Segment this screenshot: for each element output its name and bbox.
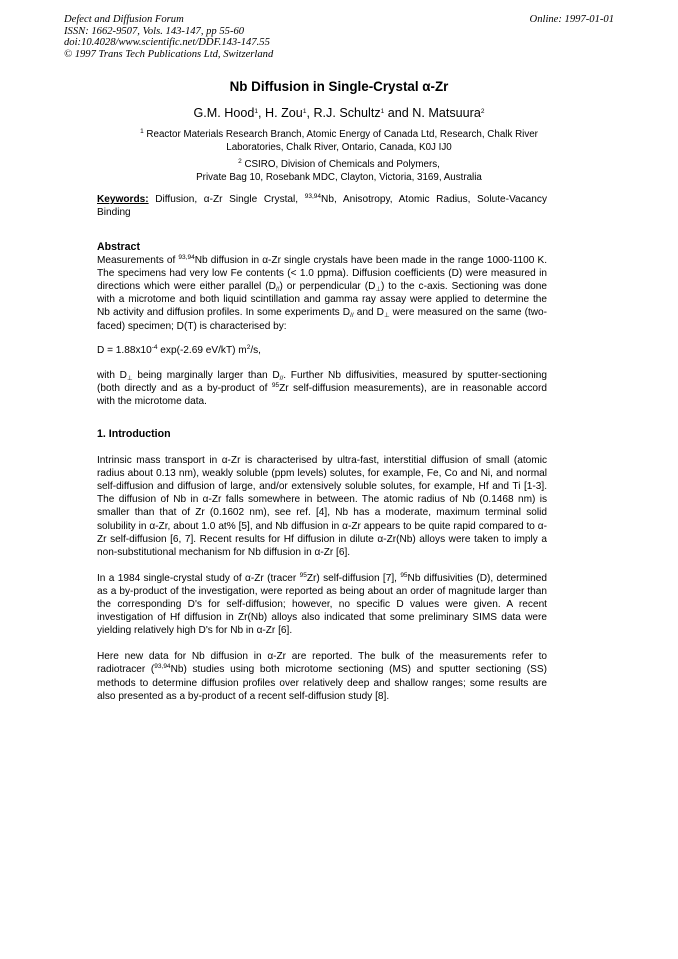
isotope-superscript: 95 [400,571,408,579]
affiliation-text: Reactor Materials Research Branch, Atomic Energy of Canada Ltd, Research, Chalk River [146,129,538,140]
affiliation-text: CSIRO, Division of Chemicals and Polymers, [244,159,440,170]
intro-paragraph: In a 1984 single-crystal study of α-Zr (tracer $^{95}$Zr) self-diffusion [7], $^{95}$Nb diffusivities (D), determined as a by-product of the investigation, were reported as being about an order of magnitude larger than the corresponding D's for self-diffusion; however, no specific D values were given. A recent investigation of Hf diffusion in Zr(Nb) alloys also indicated that some preliminary SIMS data were yielding relatively high D's for Nb in α-Zr [6]. [97,571,547,637]
copyright-line: © 1997 Trans Tech Publications Ltd, Switzerland [64,48,274,60]
isotope-superscript: 93,94 [304,193,322,200]
intro-paragraph: Intrinsic mass transport in α-Zr is characterised by ultra-fast, interstitial diffusion of small (atomic radius about 0.13 nm), weakly soluble (ppm levels) solutes, for example, Fe, Co and Ni, and normal self-diffusion and diffusion of large, and/or extensively soluble solutes, for example, Hf and Ti [1-3]. The diffusion of Nb in α-Zr falls somewhere in between. The atomic radius of Nb (0.1468 nm) is smaller than that of Zr (0.1602 nm), see ref. [4], Nb has a moderate, maximum terminal solid solubility in α-Zr, about 1.0 at% [5], and Nb diffusion in α-Zr appears to be quite rapid compared to α-Zr self-diffusion [6, 7]. Recent results for Hf diffusion in dilute α-Zr(Nb) alloys were taken to imply a non-substitutional mechanism for Nb diffusion in α-Zr [6]. [97,455,547,558]
section-heading: 1. Introduction [97,428,171,440]
diffusion-equation: $D = 1.88x10^{-4}$ exp(-2.69 eV/kT) $m^2/s$, [97,343,261,356]
issn-line: ISSN: 1662-9507, Vols. 143-147, pp 55-60 [64,25,245,37]
isotope-superscript: 93,94 [178,254,195,262]
affiliation-text: Private Bag 10, Rosebank MDC, Clayton, Victoria, 3169, Australia [196,172,482,183]
affiliation-text: Laboratories, Chalk River, Ontario, Canada, K0J IJ0 [226,142,452,153]
author-conjunction: and [387,106,409,120]
author-name: H. Zou [265,106,303,120]
keywords-text: Diffusion, α-Zr Single Crystal, [155,194,299,205]
doi-line: doi:10.4028/www.scientific.net/DDF.143-147.55 [64,37,270,49]
keywords [97,193,547,219]
affil-marker: 2 [480,108,485,115]
online-date: Online: 1997-01-01 [529,14,614,25]
affil-marker: 2 [238,158,242,165]
keywords-label: Keywords: [97,194,149,205]
author-name: R.J. Schultz [313,106,381,120]
isotope-superscript: 95 [271,381,280,389]
abstract-paragraph: with $D_\perp$ being marginally larger than $D_{//}$. Further Nb diffusivities, measured by sputter-sectioning (both directly and as a by-product of $^{95}$Zr self-diffusion measurements), are in reasonable accord with the microtome data. [97,369,547,407]
isotope-superscript: 95 [299,571,307,579]
affiliation-1 [100,128,578,154]
introduction-section [97,428,547,703]
author-name: G.M. Hood [193,106,255,120]
keywords-text: Nb, Anisotropy, Atomic Radius, Solute-Vacancy Binding [97,194,547,219]
intro-paragraph: Here new data for Nb diffusion in α-Zr are reported. The bulk of the measurements refer to radiotracer ($^{93,94}$Nb) studies using both microtome sectioning (MS) and sputter sectioning (SS) methods to determine diffusion profiles over relatively deep and shallow ranges; some results are also presented as a by-product of a recent self-diffusion study [8]. [97,651,547,702]
author-list: G.M. Hood$^1$, H. Zou$^1$, R.J. Schultz$^1$ and N. Matsuura$^2$ [193,106,485,120]
journal-name: Defect and Diffusion Forum [64,14,184,25]
abstract-heading: Abstract [97,241,140,253]
affil-marker: 1 [140,128,144,135]
abstract-paragraph: Measurements of $^{93,94}$Nb diffusion in α-Zr single crystals have been made in the range 1000-1100 K. The specimens had very low Fe contents (< 1.0 ppma). Diffusion coefficients (D) were measured in directions which were either parallel $(D_{//})$ or perpendicular $(D_\perp)$ to the c-axis. Sectioning was done with a microtome and both liquid scintillation and gamma ray assay were applied to determine the Nb activity and diffusion profiles. In some experiments $D_{//}$ and $D_\perp$ were measured on the same (two-faced) specimen; D(T) is characterised by: [97,254,548,332]
affil-marker: 1 [254,108,259,115]
abstract-section [97,241,547,408]
isotope-superscript: 93,94 [154,663,171,671]
author-name: N. Matsuura [412,106,481,120]
paper-title: Nb Diffusion in Single-Crystal α-Zr [229,79,449,94]
journal-header [64,14,273,60]
affil-marker: 1 [380,108,385,115]
affiliation-2 [100,158,578,184]
affil-marker: 1 [302,108,307,115]
